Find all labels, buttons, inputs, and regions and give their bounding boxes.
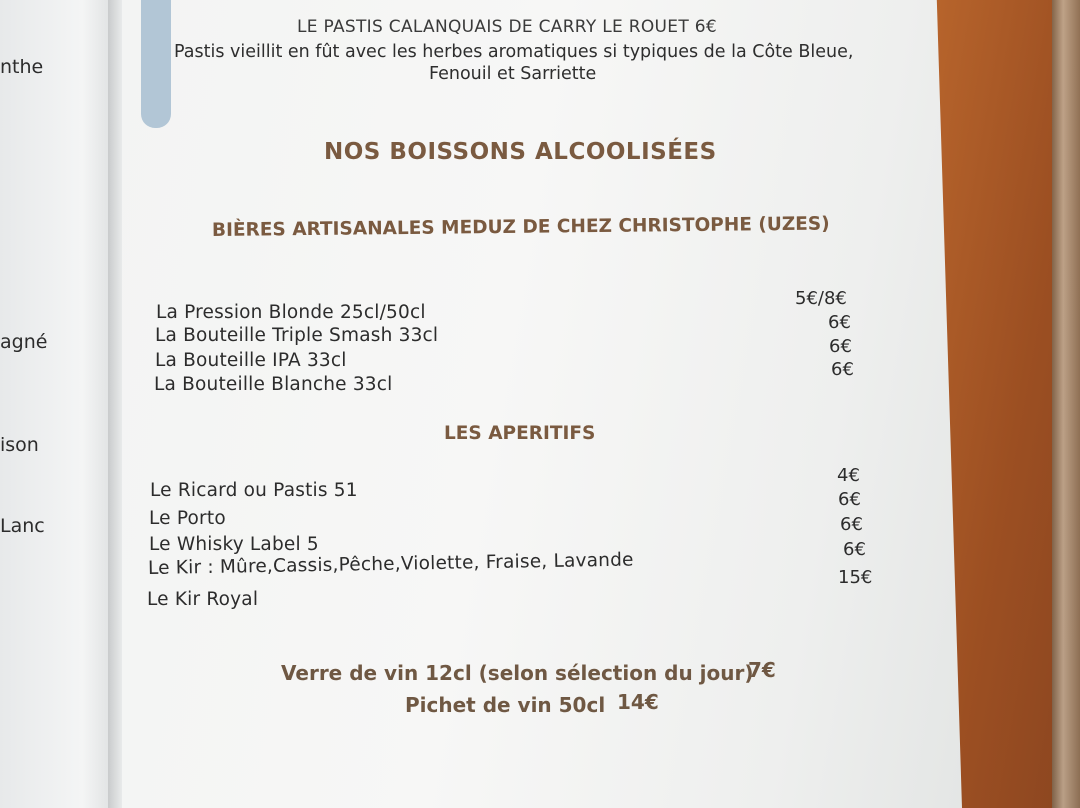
beer-item-name: La Pression Blonde 25cl/50cl [156, 302, 426, 323]
wine-pitcher-price: 14€ [617, 690, 659, 714]
beer-item-name: La Bouteille IPA 33cl [155, 350, 347, 371]
beer-item-price: 6€ [831, 359, 854, 380]
pastis-description: Pastis vieillit en fût avec les herbes aromatiques si typiques de la Côte Bleue, [174, 42, 854, 62]
beer-item-price: 6€ [828, 312, 851, 333]
left-page [0, 0, 118, 808]
aperitif-item-price: 6€ [843, 539, 866, 560]
pastis-description-line2: Fenouil et Sarriette [429, 64, 597, 84]
left-page-fragment: agné [0, 331, 48, 353]
aperitif-item-price: 6€ [840, 514, 863, 535]
aperitif-item-name: Le Ricard ou Pastis 51 [150, 480, 358, 501]
left-page-fragment: nthe [0, 56, 44, 78]
section-title: NOS BOISSONS ALCOOLISÉES [324, 139, 717, 165]
beer-item-name: La Bouteille Triple Smash 33cl [155, 325, 439, 346]
left-page-fragment: Lanc [0, 515, 45, 537]
wine-glass-price: 7€ [748, 658, 776, 682]
aperitif-item-name: Le Porto [149, 508, 226, 529]
wine-glass: Verre de vin 12cl (selon sélection du jour) [281, 661, 754, 685]
menu-page [122, 0, 962, 808]
aperitif-item-name: Le Whisky Label 5 [149, 534, 319, 555]
aperitif-item-price: 4€ [837, 465, 860, 486]
page-tab [141, 0, 171, 128]
aperitifs-heading: LES APERITIFS [444, 423, 596, 444]
cover-edge [1052, 0, 1080, 808]
wine-pitcher: Pichet de vin 50cl [405, 693, 606, 717]
beer-item-price: 6€ [829, 336, 852, 357]
pastis-title: LE PASTIS CALANQUAIS DE CARRY LE ROUET 6€ [297, 17, 717, 37]
left-page-fragment: ison [0, 434, 39, 456]
aperitif-item-name: Le Kir Royal [147, 589, 259, 610]
aperitif-item-price: 6€ [838, 489, 861, 510]
aperitif-item-price: 15€ [838, 567, 873, 588]
beer-item-price: 5€/8€ [795, 288, 847, 309]
aperitif-item-name: Le Kir : Mûre,Cassis,Pêche,Violette, Fraise, Lavande [147, 549, 634, 579]
beers-heading: BIÈRES ARTISANALES MEDUZ DE CHEZ CHRISTOPHE (UZES) [211, 213, 830, 241]
beer-item-name: La Bouteille Blanche 33cl [154, 374, 393, 395]
